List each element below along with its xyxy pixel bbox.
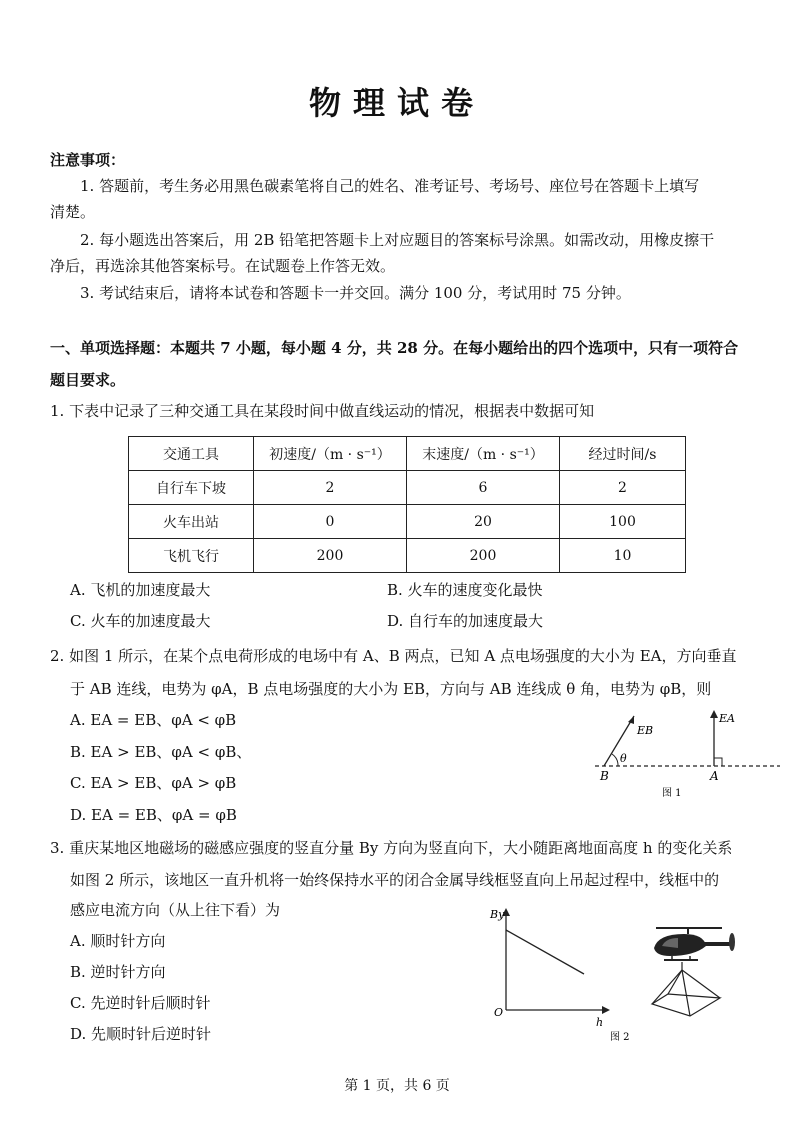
- q2-option-a: A. EA = EB、φA < φB: [70, 711, 237, 729]
- table-header: 经过时间/s: [560, 437, 686, 471]
- figure-1-theta-label: θ: [620, 752, 627, 765]
- q1-option-c: C. 火车的加速度最大: [70, 612, 211, 630]
- helicopter-icon: [654, 928, 735, 960]
- figure-1: [590, 704, 790, 800]
- q3-stem-line-3: 感应电流方向（从上往下看）为: [70, 901, 281, 919]
- page-footer: 第 1 页，共 6 页: [344, 1078, 450, 1094]
- q3-option-d: D. 先顺时针后逆时针: [70, 1025, 212, 1043]
- table-cell: 自行车下坡: [129, 471, 254, 505]
- table-cell: 6: [407, 471, 560, 505]
- figure-2-caption: 图 2: [610, 1032, 630, 1043]
- helicopter-illustration: [640, 918, 750, 1030]
- figure-2-origin: O: [494, 1006, 504, 1019]
- table-cell: 2: [560, 471, 686, 505]
- notice-item-2-line-2: 净后，再选涂其他答案标号。在试题卷上作答无效。: [50, 257, 396, 275]
- q1-stem: 1. 下表中记录了三种交通工具在某段时间中做直线运动的情况，根据表中数据可知: [50, 402, 595, 420]
- table-header: 末速度/（m · s⁻¹）: [407, 437, 560, 471]
- figure-1-eb-label: EB: [637, 724, 654, 737]
- table-cell: 2: [254, 471, 407, 505]
- q2-option-c: C. EA > EB、φA > φB: [70, 774, 237, 792]
- section-1-heading: 一、单项选择题：本题共 7 小题，每小题 4 分，共 28 分。在每小题给出的四个选项中，只有一项符合: [50, 339, 739, 357]
- q1-option-b: B. 火车的速度变化最快: [387, 581, 543, 599]
- q3-option-a: A. 顺时针方向: [70, 932, 166, 950]
- q3-option-c: C. 先逆时针后顺时针: [70, 994, 211, 1012]
- page-title: 物理试卷: [308, 84, 485, 122]
- figure-1-point-a: A: [710, 769, 719, 783]
- table-cell: 火车出站: [129, 505, 254, 539]
- q2-stem-line-1: 2. 如图 1 所示，在某个点电荷形成的电场中有 A、B 两点，已知 A 点电场强度的大小为 EA，方向垂直: [50, 647, 737, 665]
- figure-1-caption: 图 1: [662, 788, 682, 799]
- q2-option-d: D. EA = EB、φA = φB: [70, 806, 237, 824]
- figure-1-ea-label: EA: [719, 712, 735, 725]
- notice-item-3: 3. 考试结束后，请将本试卷和答题卡一并交回。满分 100 分，考试用时 75 分钟。: [80, 284, 631, 302]
- notice-heading: 注意事项：: [50, 151, 126, 169]
- q2-option-b: B. EA > EB、φA < φB、: [70, 743, 252, 761]
- notice-item-1-line-1: 1. 答题前，考生务必用黑色碳素笔将自己的姓名、准考证号、考场号、座位号在答题卡上填写: [80, 177, 700, 195]
- section-1-heading-cont: 题目要求。: [50, 371, 126, 389]
- table-cell: 200: [407, 539, 560, 573]
- table-row: [129, 539, 686, 573]
- q3-stem-line-2: 如图 2 所示，该地区一直升机将一始终保持水平的闭合金属导线框竖直向上吊起过程中，线框中的: [70, 871, 720, 889]
- figure-1-point-b: B: [600, 769, 609, 783]
- figure-2-graph: [486, 902, 630, 1044]
- q3-option-b: B. 逆时针方向: [70, 963, 166, 981]
- table-cell: 飞机飞行: [129, 539, 254, 573]
- table-cell: 20: [407, 505, 560, 539]
- table-cell: 10: [560, 539, 686, 573]
- table-cell: 100: [560, 505, 686, 539]
- q1-table: [128, 436, 686, 573]
- table-cell: 0: [254, 505, 407, 539]
- table-cell: 200: [254, 539, 407, 573]
- q1-option-d: D. 自行车的加速度最大: [387, 612, 544, 630]
- table-header-row: [129, 437, 686, 471]
- notice-item-1-line-2: 清楚。: [50, 203, 96, 221]
- q2-stem-line-2: 于 AB 连线，电势为 φA，B 点电场强度的大小为 EB，方向与 AB 连线成 θ 角，电势为 φB，则: [70, 680, 712, 698]
- figure-2-y-label: By: [490, 908, 505, 921]
- table-row: [129, 471, 686, 505]
- q3-stem-line-1: 3. 重庆某地区地磁场的磁感应强度的竖直分量 By 方向为竖直向下，大小随距离地面高度 h 的变化关系: [50, 839, 733, 857]
- q1-option-a: A. 飞机的加速度最大: [70, 581, 211, 599]
- table-header: 初速度/（m · s⁻¹）: [254, 437, 407, 471]
- wire-frame-pyramid: [652, 962, 720, 1016]
- notice-item-2-line-1: 2. 每小题选出答案后，用 2B 铅笔把答题卡上对应题目的答案标号涂黑。如需改动，用橡皮擦干: [80, 231, 715, 249]
- table-row: [129, 505, 686, 539]
- figure-2-x-label: h: [596, 1016, 604, 1029]
- table-header: 交通工具: [129, 437, 254, 471]
